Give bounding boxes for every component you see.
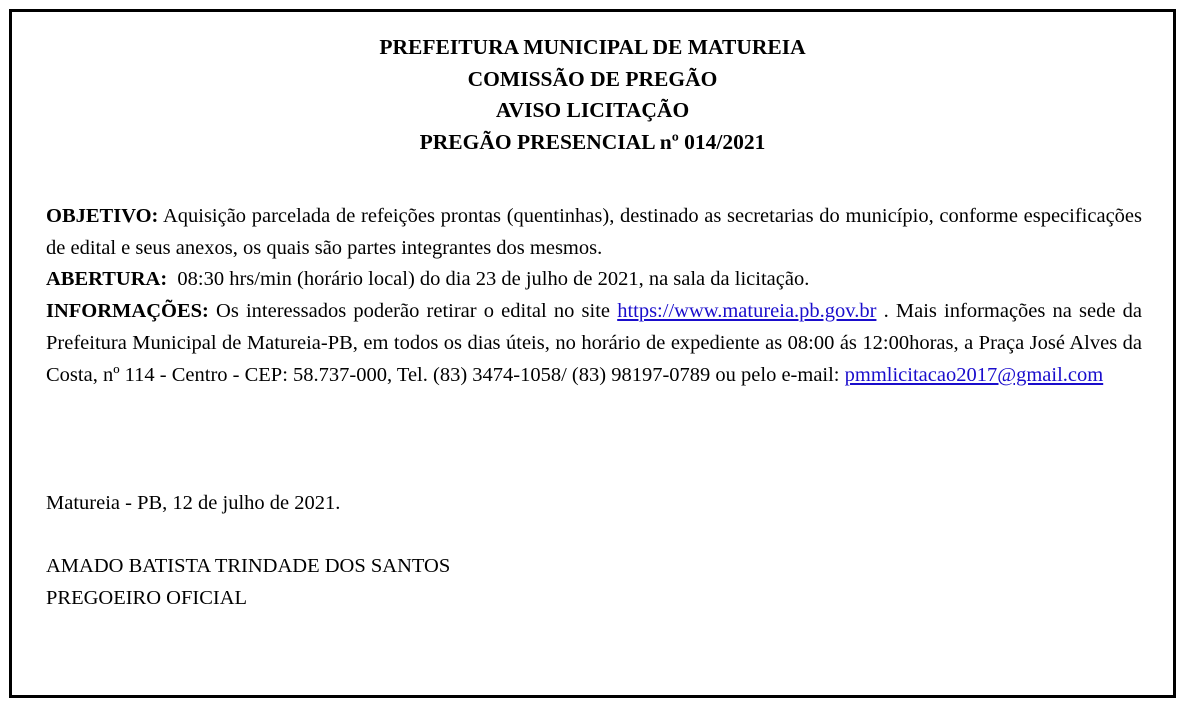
notice-body	[46, 201, 1142, 391]
informacoes-text-before-link: Os interessados poderão retirar o edital no site	[208, 300, 618, 323]
signature-title: PREGOEIRO OFICIAL	[46, 586, 248, 609]
signature-block	[46, 551, 450, 614]
informacoes-paragraph	[46, 296, 1142, 391]
date-line: Matureia - PB, 12 de julho de 2021.	[46, 492, 341, 514]
objetivo-paragraph	[46, 201, 1142, 264]
objetivo-text: Aquisição parcelada de refeições prontas (quentinhas), destinado as secretarias do município, conforme especificações de edital e seus anexos, os quais são partes integrantes dos mesmos.	[46, 205, 1142, 259]
abertura-paragraph	[46, 264, 1142, 296]
site-link[interactable]: https://www.matureia.pb.gov.br	[617, 300, 877, 323]
header-notice-type: AVISO LICITAÇÃO	[495, 98, 690, 122]
informacoes-label: INFORMAÇÕES:	[46, 300, 209, 323]
header-commission: COMISSÃO DE PREGÃO	[467, 66, 718, 91]
abertura-label: ABERTURA:	[46, 268, 168, 291]
notice-frame	[9, 9, 1176, 698]
signature-name: AMADO BATISTA TRINDADE DOS SANTOS	[46, 555, 451, 577]
header-municipality: PREFEITURA MUNICIPAL DE MATUREIA	[379, 35, 806, 59]
informacoes-text-after-link: . Mais informações na sede da Prefeitura Municipal de Matureia-PB, em todos os dias úteis, no horário de expediente as 08:00 ás 12:00horas, a Praça José Alves da Costa, nº 114 - Centro - CEP: 58.737-000, Tel. (83) 3474-1058/ (83) 98197-0789 ou pelo e-mail:	[46, 300, 1142, 386]
objetivo-label: OBJETIVO:	[46, 205, 159, 227]
header-procurement-number: PREGÃO PRESENCIAL nº 014/2021	[419, 129, 766, 154]
email-link[interactable]: pmmlicitacao2017@gmail.com	[844, 363, 1104, 386]
notice-header	[12, 32, 1173, 158]
abertura-text: 08:30 hrs/min (horário local) do dia 23 de julho de 2021, na sala da licitação.	[167, 268, 810, 291]
